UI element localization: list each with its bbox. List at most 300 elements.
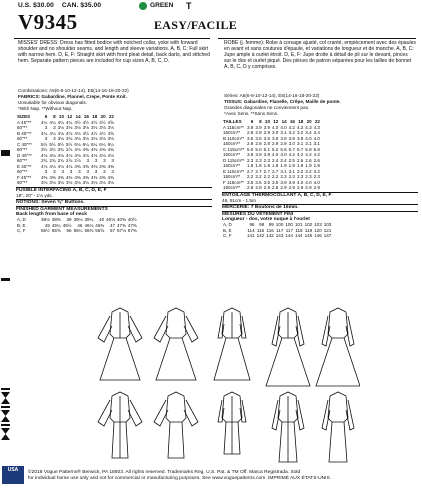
mesures-title: MESURES DU VÊTEMENT FINI [222, 211, 418, 217]
table-cell: 3⅛ [57, 125, 64, 130]
table-cell: 147 [323, 233, 332, 239]
table-cell: 143 [275, 233, 284, 239]
table-cell: 4⅜ [107, 174, 114, 180]
table-cell: 4.0 [271, 152, 279, 157]
row-label: 150cm** [223, 174, 241, 179]
size-header-cell: 18 [298, 119, 304, 124]
table-cell: 3.9 [247, 152, 254, 157]
table-cell: 3 [111, 158, 114, 163]
size-header-cell: 14 [281, 119, 287, 124]
table-cell: 4.2 [305, 152, 312, 157]
table-cell: 1.8 [263, 163, 270, 168]
table-cell: 117 [285, 227, 293, 233]
table-cell: 4⅝ [107, 119, 114, 125]
table-cell: 56¼ [73, 228, 83, 234]
table-cell: 3⅛ [107, 125, 114, 130]
english-description: MISSES' DRESS: Dress has fitted bodice with notched collar, yoke with forward shoulder and no shoulder seams, and length and sleeve variations. A, B, C: Full skirt with narrow hem. D, E, F: Straight skirt with front pleat detail, back darts, and stitched hem. Separate pattern pieces are included for cup sizes A, B, C, D. [18, 40, 210, 65]
table-cell: 4½ [90, 119, 98, 125]
table-cell: 116 [266, 227, 274, 233]
size-header-cell: 6 [44, 114, 48, 119]
table-cell: 3.9 [288, 135, 295, 141]
table-cell: 4½ [90, 130, 98, 136]
table-cell: 3.0 [271, 130, 279, 135]
table-cell: 3⅛ [99, 180, 106, 185]
table-cell: 1.9 [313, 163, 320, 168]
size-header-cell: TAILLES [223, 119, 242, 124]
table-cell: 4⅜ [99, 163, 106, 169]
table-cell: 4⅜ [57, 174, 64, 180]
row-label: B 45"** [17, 130, 32, 136]
table-cell: 4¼ [49, 130, 56, 136]
table-cell: 3 [69, 169, 73, 174]
table-cell: 3⅛ [107, 180, 114, 185]
table-cell: 2.3 [255, 157, 262, 163]
table-cell: 2⅞ [65, 158, 73, 163]
table-cell: 2.8 [247, 130, 254, 135]
table-cell: 98 [259, 222, 265, 228]
table-cell: 6¼ [90, 141, 98, 147]
drawing-view-d-front [98, 392, 142, 458]
table-cell: 3⅛ [90, 180, 98, 185]
interfacing-title: FUSIBLE INTERFACING A, B, C, D, E, F [16, 187, 212, 193]
table-cell: 39 [66, 217, 72, 223]
table-cell: 3.1 [288, 168, 295, 174]
table-cell: 5.8 [313, 146, 320, 152]
table-cell: 3⅛ [82, 136, 89, 141]
table-cell: 1.8 [271, 163, 279, 168]
table-cell: 1.9 [288, 163, 295, 168]
table-cell: 3⅛ [65, 125, 73, 130]
header-divider-right [218, 38, 416, 39]
table-cell: 2.2 [247, 174, 254, 179]
table-cell: 5½ [65, 141, 73, 147]
table-cell: 2.3 [280, 174, 287, 179]
table-cell: 4⅜ [90, 174, 98, 180]
table-row [16, 228, 138, 234]
table-cell: 4⅛ [49, 163, 56, 169]
table-cell: 4.2 [288, 152, 295, 157]
table-cell: 102 [304, 222, 313, 228]
row-label: E 115cm** [223, 168, 245, 174]
metrage-table [222, 119, 321, 191]
table-cell: 4½ [99, 130, 106, 136]
table-cell: 3 [86, 158, 89, 163]
table-cell: 145 [304, 233, 313, 239]
table-cell: 47 [109, 222, 116, 228]
table-cell: 5.0 [247, 146, 254, 152]
size-header-cell: 14 [75, 114, 81, 119]
table-cell: 2¾ [57, 158, 64, 163]
row-label: 150cm** [223, 163, 241, 168]
table-cell: 4⅛ [65, 163, 73, 169]
table-cell: 5.0 [255, 146, 262, 152]
size-header-cell: 16 [83, 114, 89, 119]
table-cell: 5.8 [305, 146, 312, 152]
row-label: F 115cm** [223, 179, 244, 185]
table-cell: 3.9 [247, 124, 254, 130]
row-label: 150cm** [223, 152, 241, 157]
row-label: D 115cm** [223, 157, 245, 163]
footer-line-1: ©2018 Vogue Patterns® Berwick, PA 18603. All rights reserved. Trademarks Reg. U.S. Pat. & TM Off. Marca Registrada. Sold [28, 470, 301, 475]
table-cell: 3 [111, 169, 114, 174]
size-header-cell: SIZES [17, 114, 31, 119]
table-cell: 4⅛ [49, 152, 56, 158]
unsuitable: Unsuitable for obvious diagonals. [18, 99, 88, 105]
table-cell: 2.8 [263, 185, 270, 190]
finished-title: FINISHED GARMENT MEASUREMENTS [16, 206, 212, 212]
french-description: ROBE (j. femme): Robe à corsage ajusté, col cranté, empiècement avec des épaules en avant et sans coutures d'épaule, et variations de longueur et de manche. A, B, C: Jupe ample à ourlet étroit. D, E, F: Jupe droite à détail de pli sur le devant, pinces sur le dos et ourlet piqué. Des pièces de patron séparées pour les tailles de bonnet A, B, C, D y comprises. [224, 40, 416, 71]
table-cell: 4¼ [41, 130, 48, 136]
table-cell: 2.4 [280, 157, 287, 163]
table-cell: 4½ [99, 119, 106, 125]
table-cell: 4.2 [313, 152, 320, 157]
table-cell: 3⅛ [57, 180, 64, 185]
table-cell: 1.9 [296, 163, 304, 168]
back-length-table [16, 217, 138, 234]
row-label: 60"** [17, 180, 28, 185]
table-cell: 4⅛ [74, 152, 81, 158]
table-cell: 2.7 [247, 168, 254, 174]
header-divider [14, 38, 210, 39]
table-cell: 3⅛ [65, 180, 73, 185]
table-cell: 3.9 [263, 152, 270, 157]
table-cell: 1.8 [247, 163, 254, 168]
left-margin-markers [0, 0, 12, 488]
table-cell: 3.1 [296, 141, 304, 146]
row-label: A, D [223, 222, 232, 228]
drawing-view-f-back [322, 392, 354, 462]
size-header-cell: 6 [250, 119, 254, 124]
table-cell: 3⅛ [99, 136, 106, 141]
table-cell: 4⅛ [74, 130, 81, 136]
size-header-cell: 22 [314, 119, 320, 124]
size-header-cell: 12 [273, 119, 279, 124]
table-cell: 47⅜ [127, 222, 137, 228]
table-cell: 2.3 [313, 174, 320, 179]
table-cell: 5.7 [296, 146, 304, 152]
letter-mark: T [186, 1, 192, 11]
table-cell: 2.6 [305, 157, 312, 163]
table-cell: 57 [109, 228, 116, 234]
row-label: 60"** [17, 158, 28, 163]
table-cell: 3 [44, 136, 48, 141]
table-cell: 4.0 [296, 179, 304, 185]
table-cell: 47⅜ [117, 222, 126, 228]
table-cell: 4.2 [288, 124, 295, 130]
table-cell: 2.8 [247, 141, 254, 146]
table-cell: 3.8 [271, 135, 279, 141]
table-cell: 2.8 [263, 141, 270, 146]
french-fabric-info [224, 93, 416, 117]
table-cell: 142 [256, 233, 265, 239]
table-cell: 4⅛ [41, 163, 48, 169]
table-row [222, 174, 321, 180]
table-row [222, 152, 321, 158]
table-cell: 4⅜ [99, 147, 106, 152]
table-cell: 4.2 [296, 124, 304, 130]
table-cell: 3.4 [305, 130, 312, 135]
table-cell: 2.2 [271, 174, 279, 179]
table-cell: 38⅛ [41, 217, 50, 223]
table-cell: 3 [103, 169, 106, 174]
table-cell: 4.0 [271, 124, 279, 130]
table-cell: 3.9 [255, 152, 262, 157]
table-cell: 4.3 [313, 124, 320, 130]
table-cell: 56 [66, 228, 72, 234]
table-cell: 55⅝ [51, 228, 61, 234]
english-fabric-info [18, 88, 210, 112]
drawing-view-e [218, 392, 246, 454]
size-header-cell: 22 [108, 114, 114, 119]
row-label: 60"** [17, 125, 28, 130]
table-cell: 4⅜ [82, 147, 89, 152]
table-cell: 2.7 [255, 168, 262, 174]
table-cell: 3 [44, 125, 48, 130]
table-cell: 3½ [49, 147, 56, 152]
row-label: A, D [17, 217, 26, 223]
table-cell: 100 [285, 222, 293, 228]
table-cell: 2.8 [255, 141, 262, 146]
table-cell: 46⅛ [84, 222, 94, 228]
table-cell: 39⅛ [73, 217, 83, 223]
table-cell: 3.5 [263, 135, 270, 141]
table-cell: 5.7 [288, 146, 295, 152]
row-label: C, F [17, 228, 26, 234]
table-cell: 3.1 [305, 141, 312, 146]
table-cell: 144 [294, 233, 303, 239]
table-cell: 6⅛ [74, 141, 81, 147]
table-cell: 3⅛ [49, 180, 56, 185]
table-cell: 96 [249, 222, 255, 228]
table-cell: 3 [103, 158, 106, 163]
table-cell: 45 [44, 222, 50, 228]
row-label: A 115cm** [223, 124, 244, 130]
table-cell: 3.8 [280, 135, 287, 141]
mercerie: MERCERIE: 7 Boutons de 16mm. [222, 204, 418, 210]
size-header-cell: 8 [53, 114, 56, 119]
table-cell: 2.3 [288, 174, 295, 179]
table-cell: 144 [285, 233, 293, 239]
table-cell: 3.5 [247, 179, 254, 185]
size-header-cell: 16 [289, 119, 295, 124]
table-cell: 3 [61, 169, 64, 174]
table-cell: 4⅜ [82, 163, 89, 169]
grandes: Grandes diagonales ne conviennent pas. [224, 104, 310, 110]
table-cell: 4.0 [313, 135, 320, 141]
size-header-cell: 20 [100, 114, 106, 119]
table-cell: 6¼ [82, 141, 89, 147]
table-cell: 3⅛ [90, 125, 98, 130]
table-cell: 4.0 [305, 179, 312, 185]
table-cell: 4.0 [305, 135, 312, 141]
table-cell: 4⅜ [90, 147, 98, 152]
table-cell: 2.5 [288, 157, 295, 163]
nap-note: *With Nap. **Without Nap. [18, 105, 73, 111]
table-cell: 56⅝ [95, 228, 105, 234]
copyright-footer [28, 470, 418, 482]
table-cell: 4⅜ [74, 163, 81, 169]
table-cell: 2¾ [49, 158, 56, 163]
table-cell: 4½ [82, 130, 89, 136]
table-cell: 2⅞ [74, 158, 81, 163]
table-cell: 3.1 [280, 130, 287, 135]
table-cell: 3 [53, 136, 56, 141]
table-cell: 2.7 [271, 168, 279, 174]
table-cell: 2.8 [271, 185, 279, 190]
table-cell: 5½ [57, 141, 64, 147]
table-cell: 3.2 [296, 130, 304, 135]
green-circle-icon [139, 2, 147, 10]
table-cell: 2.3 [305, 174, 312, 179]
table-cell: 4.2 [296, 152, 304, 157]
table-cell: 4⅛ [99, 152, 106, 158]
table-cell: 40⅜ [117, 217, 126, 223]
table-cell: 1.9 [280, 163, 287, 168]
table-cell: 3.4 [313, 130, 320, 135]
table-cell: 114 [247, 227, 255, 233]
table-cell: 2.8 [255, 130, 262, 135]
usa-flag-icon: USA [2, 466, 24, 484]
table-cell: 2.9 [288, 185, 295, 190]
table-cell: 2.9 [305, 185, 312, 190]
row-label: 150cm** [223, 130, 241, 135]
table-cell: 5½ [49, 141, 56, 147]
table-cell: 3.5 [255, 179, 262, 185]
back-length-title: Back length from base of neck [16, 212, 87, 218]
table-cell: 119 [304, 227, 313, 233]
table-cell: 5½ [41, 141, 48, 147]
table-cell: 2.9 [313, 185, 320, 190]
table-cell: 4⅜ [65, 174, 73, 180]
table-cell: 4⅛ [74, 147, 81, 152]
row-label: C 115cm** [223, 146, 245, 152]
table-cell: 55½ [41, 228, 50, 234]
table-cell: 118 [295, 227, 303, 233]
table-cell: 3.9 [288, 179, 295, 185]
table-row [16, 164, 115, 170]
price-line [18, 2, 107, 9]
table-cell: 1.9 [305, 163, 312, 168]
table-cell: 6¼ [99, 141, 106, 147]
tissus: TISSUS: Gabardine, Flanelle, Crêpe, Maille de ponte. [224, 98, 341, 104]
table-cell: 2.8 [255, 185, 262, 190]
table-cell: 2.9 [296, 185, 304, 190]
table-cell: 2.8 [247, 185, 254, 190]
table-cell: 2.9 [280, 141, 287, 146]
table-cell: 3.9 [263, 124, 270, 130]
drawing-view-a-back [154, 308, 198, 380]
table-cell: 45½ [62, 222, 72, 228]
table-cell: 2.9 [280, 185, 287, 190]
row-label: B 115cm** [223, 135, 245, 141]
table-cell: 2.2 [255, 174, 262, 179]
table-cell: 3.5 [271, 179, 279, 185]
pattern-number: V9345 [18, 10, 78, 34]
table-cell: 3.1 [280, 168, 287, 174]
table-cell: 4⅛ [41, 152, 48, 158]
entoilage-title: ENTOILAGE THERMOCOLLANT A, B, C, D, E, F [222, 192, 418, 198]
table-cell: 4⅛ [57, 163, 64, 169]
difficulty-level: EASY/FACILE [154, 18, 238, 32]
table-row [222, 163, 321, 169]
table-cell: 4⅜ [99, 174, 106, 180]
table-cell: 3.2 [313, 168, 320, 174]
table-cell: 46⅜ [95, 222, 105, 228]
table-cell: 3.2 [288, 130, 295, 135]
table-cell: 3⅛ [99, 125, 106, 130]
table-cell: 2.9 [271, 141, 279, 146]
longueur-table [222, 222, 332, 239]
table-cell: 3⅛ [41, 180, 48, 185]
table-cell: 2.2 [263, 174, 270, 179]
table-cell: 1.8 [255, 163, 262, 168]
sens-note: *Avec Sens. **Sans Sens. [224, 110, 279, 116]
table-cell: 57⅛ [117, 228, 126, 234]
table-cell: 4⅜ [49, 174, 56, 180]
fabrics: FABRICS: Gabardine, Flannel, Crepe, Ponte Knit. [18, 93, 127, 99]
row-label: 60"** [17, 147, 28, 152]
french-metrage-table [222, 119, 418, 239]
series: Séries: A5(6-8-10-12-14), E5(14-16-18-20-22) [224, 93, 320, 98]
registration-marks [0, 0, 12, 488]
table-cell: 4½ [74, 119, 81, 125]
table-cell: 3.5 [255, 135, 262, 141]
row-label: B, E [17, 222, 26, 228]
row-label: 60"** [17, 136, 28, 141]
table-cell: 45¼ [51, 222, 61, 228]
table-cell: 4⅜ [74, 174, 81, 180]
row-label: B, E [223, 227, 232, 233]
drawing-view-c-back [316, 308, 360, 386]
table-cell: 2¾ [41, 158, 48, 163]
size-header-cell: 10 [264, 119, 270, 124]
table-row [222, 233, 332, 239]
table-cell: 3 [53, 125, 56, 130]
table-cell: 5.6 [280, 146, 287, 152]
table-cell: 100 [275, 222, 284, 228]
table-cell: 3⅛ [82, 180, 89, 185]
table-cell: 38⅜ [51, 217, 61, 223]
table-row [222, 130, 321, 136]
table-cell: 142 [266, 233, 274, 239]
table-cell: 56⅜ [84, 228, 94, 234]
table-row [16, 180, 115, 186]
table-cell: 4½ [82, 119, 89, 125]
table-cell: 2.6 [313, 157, 320, 163]
table-cell: 6¼ [107, 141, 114, 147]
table-cell: 2.9 [263, 130, 270, 135]
table-cell: 4.0 [280, 124, 287, 130]
table-cell: 3.5 [263, 179, 270, 185]
color-label: GREEN [150, 2, 174, 9]
table-cell: 2.3 [263, 157, 270, 163]
table-cell: 3½ [41, 147, 48, 152]
table-cell: 4¼ [41, 119, 48, 125]
table-cell: 3¾ [57, 147, 64, 152]
row-label: C 45"** [17, 141, 32, 147]
table-cell: 120 [314, 227, 322, 233]
table-cell: 3 [78, 169, 81, 174]
line-drawings [90, 304, 360, 464]
drawing-view-f [272, 392, 304, 462]
notions: NOTIONS: Seven ⅝" Buttons. [16, 199, 212, 205]
table-cell: 3 [53, 169, 56, 174]
size-header-cell: 8 [259, 119, 262, 124]
table-cell: 2.6 [296, 157, 304, 163]
table-cell: 115 [256, 227, 265, 233]
table-cell: 4⅛ [82, 152, 89, 158]
table-cell: 3 [44, 169, 48, 174]
